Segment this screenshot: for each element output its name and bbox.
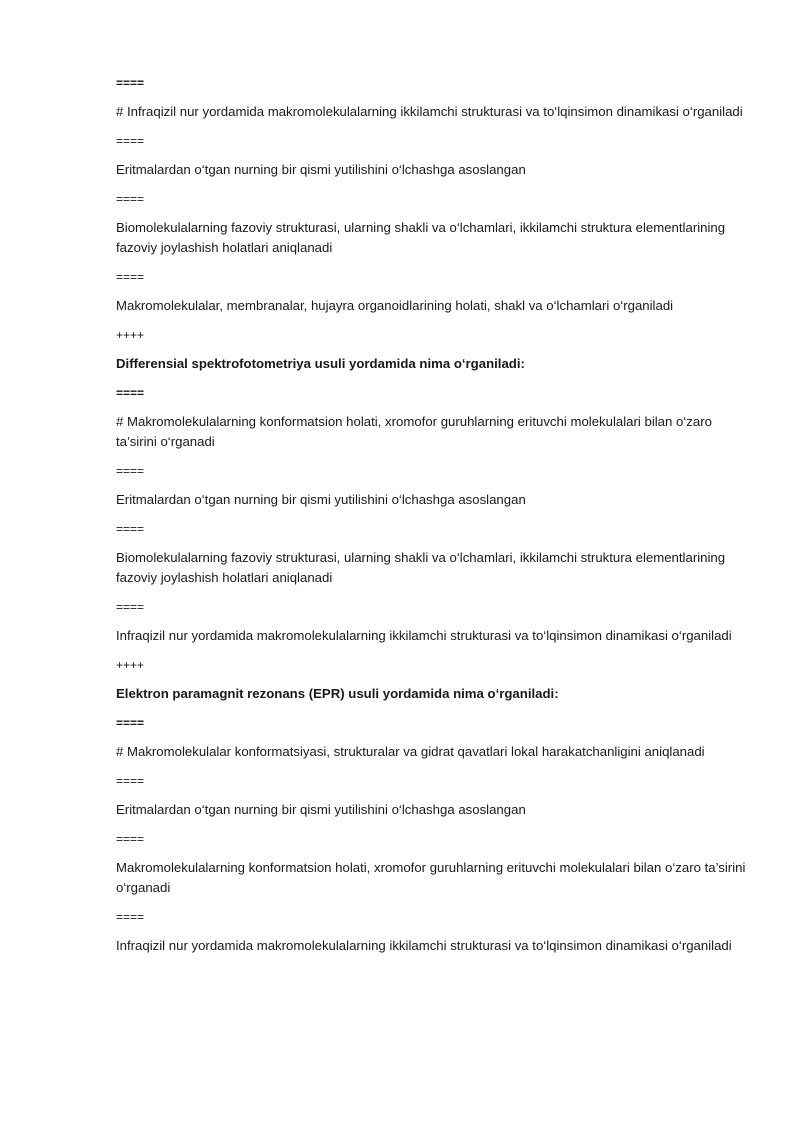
separator: ====	[116, 76, 145, 90]
separator: ====	[116, 600, 145, 614]
answer-option-correct: # Makromolekulalarning konformatsion holati, xromofor guruhlarning erituvchi molekulalari bilan o‘zaro ta’sirini o‘rganadi	[116, 414, 712, 449]
separator: ====	[116, 386, 145, 400]
answer-option: Makromolekulalar, membranalar, hujayra organoidlarining holati, shakl va o‘lchamlari o‘rganiladi	[116, 298, 674, 313]
separator: ====	[116, 832, 145, 846]
answer-option: Infraqizil nur yordamida makromolekulalarning ikkilamchi strukturasi va to‘lqinsimon dinamikasi o‘rganiladi	[116, 628, 732, 643]
answer-option: Eritmalardan o‘tgan nurning bir qismi yutilishini o‘lchashga asoslangan	[116, 802, 526, 817]
separator: ====	[116, 774, 145, 788]
question-separator: ++++	[116, 328, 145, 342]
separator: ====	[116, 134, 145, 148]
question-text: Differensial spektrofotometriya usuli yordamida nima o‘rganiladi:	[116, 356, 525, 371]
separator: ====	[116, 910, 145, 924]
document-page	[116, 73, 746, 956]
answer-option: Makromolekulalarning konformatsion holati, xromofor guruhlarning erituvchi molekulalari bilan o‘zaro ta’sirini o‘rganadi	[116, 860, 746, 895]
question-text: Elektron paramagnit rezonans (EPR) usuli yordamida nima o‘rganiladi:	[116, 686, 559, 701]
answer-option: Biomolekulalarning fazoviy strukturasi, ularning shakli va o‘lchamlari, ikkilamchi struktura elementlarining fazoviy joylashish holatlari aniqlanadi	[116, 220, 726, 255]
separator: ====	[116, 270, 145, 284]
answer-option: Eritmalardan o‘tgan nurning bir qismi yutilishini o‘lchashga asoslangan	[116, 162, 526, 177]
separator: ====	[116, 522, 145, 536]
separator: ====	[116, 464, 145, 478]
answer-option-correct: # Infraqizil nur yordamida makromolekulalarning ikkilamchi strukturasi va to‘lqinsimon dinamikasi o‘rganiladi	[116, 104, 743, 119]
separator: ====	[116, 192, 145, 206]
separator: ====	[116, 716, 145, 730]
question-separator: ++++	[116, 658, 145, 672]
answer-option: Biomolekulalarning fazoviy strukturasi, ularning shakli va o‘lchamlari, ikkilamchi struktura elementlarining fazoviy joylashish holatlari aniqlanadi	[116, 550, 726, 585]
answer-option-correct: # Makromolekulalar konformatsiyasi, strukturalar va gidrat qavatlari lokal harakatchanligini aniqlanadi	[116, 744, 705, 759]
answer-option: Eritmalardan o‘tgan nurning bir qismi yutilishini o‘lchashga asoslangan	[116, 492, 526, 507]
answer-option: Infraqizil nur yordamida makromolekulalarning ikkilamchi strukturasi va to‘lqinsimon dinamikasi o‘rganiladi	[116, 938, 732, 953]
